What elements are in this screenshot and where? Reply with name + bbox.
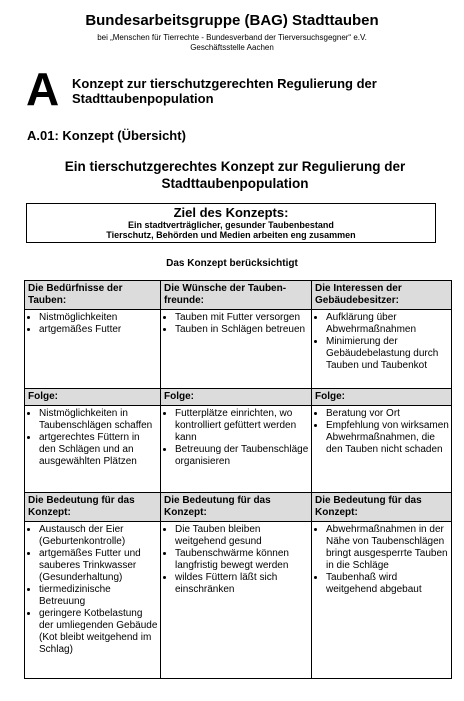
list-item: • Nistmöglichkeiten: [39, 312, 158, 324]
table-cell: [312, 493, 452, 679]
list-item: • Tauben in Schlägen betreuen: [175, 324, 309, 336]
bullet-list: [161, 524, 311, 596]
goal-line-2: Tierschutz, Behörden und Medien arbeiten eng zusammen: [106, 230, 356, 240]
bullet-list: [161, 312, 311, 336]
list-item: • artgerechtes Füttern in den Schlägen und an ausgewählten Plätzen: [39, 432, 158, 468]
organization-subtitle: bei „Menschen für Tierrechte - Bundesverband der Tierversuchsgegner“ e.V.: [97, 33, 367, 42]
section-letter: A: [26, 63, 60, 115]
organization-title: Bundesarbeitsgruppe (BAG) Stadttauben: [85, 12, 379, 29]
list-item: • Minimierung der Gebäudebelastung durch Tauben und Taubenkot: [326, 336, 449, 372]
list-item: • Betreuung der Taubenschläge organisieren: [175, 444, 309, 468]
organization-office: Geschäftsstelle Aachen: [190, 43, 274, 52]
main-heading: Ein tierschutzgerechtes Konzept zur Regulierung der Stadttaubenpopulation: [64, 159, 406, 191]
list-item: • Die Tauben bleiben weitgehend gesund: [175, 524, 309, 548]
cell-header: Die Bedeutung für das Konzept:: [25, 493, 160, 522]
goal-line-1: Ein stadtverträglicher, gesunder Taubenbestand: [128, 220, 334, 230]
list-item: • Beratung vor Ort: [326, 408, 449, 420]
bullet-list: [312, 312, 451, 372]
cell-header: Folge:: [312, 389, 451, 406]
list-item: • Taubenhaß wird weitgehend abgebaut: [326, 572, 449, 596]
list-item: • Tauben mit Futter versorgen: [175, 312, 309, 324]
list-item: • wildes Füttern läßt sich einschränken: [175, 572, 309, 596]
list-item: • artgemäßes Futter: [39, 324, 158, 336]
list-item: • geringere Kotbelastung der umliegenden Gebäude (Kot bleibt weitgehend im Schlag): [39, 608, 158, 656]
concept-table-body: [25, 281, 452, 679]
table-cell: [25, 493, 161, 679]
bullet-list: [312, 408, 451, 456]
cell-header: Die Bedeutung für das Konzept:: [312, 493, 451, 522]
table-cell: [25, 389, 161, 493]
bullet-list: [161, 408, 311, 468]
cell-header: Die Interessen der Gebäudebesitzer:: [312, 281, 451, 310]
list-item: • tiermedizinische Betreuung: [39, 584, 158, 608]
bullet-list: [25, 312, 160, 336]
goal-box: [26, 203, 436, 243]
bullet-list: [312, 524, 451, 596]
table-cell: [161, 281, 312, 389]
list-item: • Austausch der Eier (Geburtenkontrolle): [39, 524, 158, 548]
goal-title: Ziel des Konzepts:: [173, 205, 289, 220]
table-row: [25, 493, 452, 679]
cell-header: Die Wünsche der Tauben-freunde:: [161, 281, 311, 310]
table-cell: [312, 389, 452, 493]
list-item: • Abwehrmaßnahmen in der Nähe von Taubenschlägen bringt ausgesperrte Tauben in die Schläge: [326, 524, 449, 572]
list-item: • Aufklärung über Abwehrmaßnahmen: [326, 312, 449, 336]
cell-header: Folge:: [161, 389, 311, 406]
table-cell: [161, 493, 312, 679]
section-title: Konzept zur tierschutzgerechten Regulierung der Stadttaubenpopulation: [72, 76, 377, 106]
table-row: [25, 389, 452, 493]
list-item: • Nistmöglichkeiten in Taubenschlägen schaffen: [39, 408, 158, 432]
concept-caption: Das Konzept berücksichtigt: [166, 258, 298, 269]
list-item: • artgemäßes Futter und sauberes Trinkwasser (Gesunderhaltung): [39, 548, 158, 584]
cell-header: Die Bedeutung für das Konzept:: [161, 493, 311, 522]
list-item: • Taubenschwärme können langfristig bewegt werden: [175, 548, 309, 572]
cell-header: Folge:: [25, 389, 160, 406]
cell-header: Die Bedürfnisse der Tauben:: [25, 281, 160, 310]
bullet-list: [25, 524, 160, 656]
bullet-list: [25, 408, 160, 468]
concept-table: [24, 280, 452, 679]
table-cell: [161, 389, 312, 493]
table-row: [25, 281, 452, 389]
table-cell: [312, 281, 452, 389]
table-cell: [25, 281, 161, 389]
subsection-title: A.01: Konzept (Übersicht): [27, 128, 186, 143]
list-item: • Futterplätze einrichten, wo kontrolliert gefüttert werden kann: [175, 408, 309, 444]
list-item: • Empfehlung von wirksamen Abwehrmaßnahmen, die den Tauben nicht schaden: [326, 420, 449, 456]
